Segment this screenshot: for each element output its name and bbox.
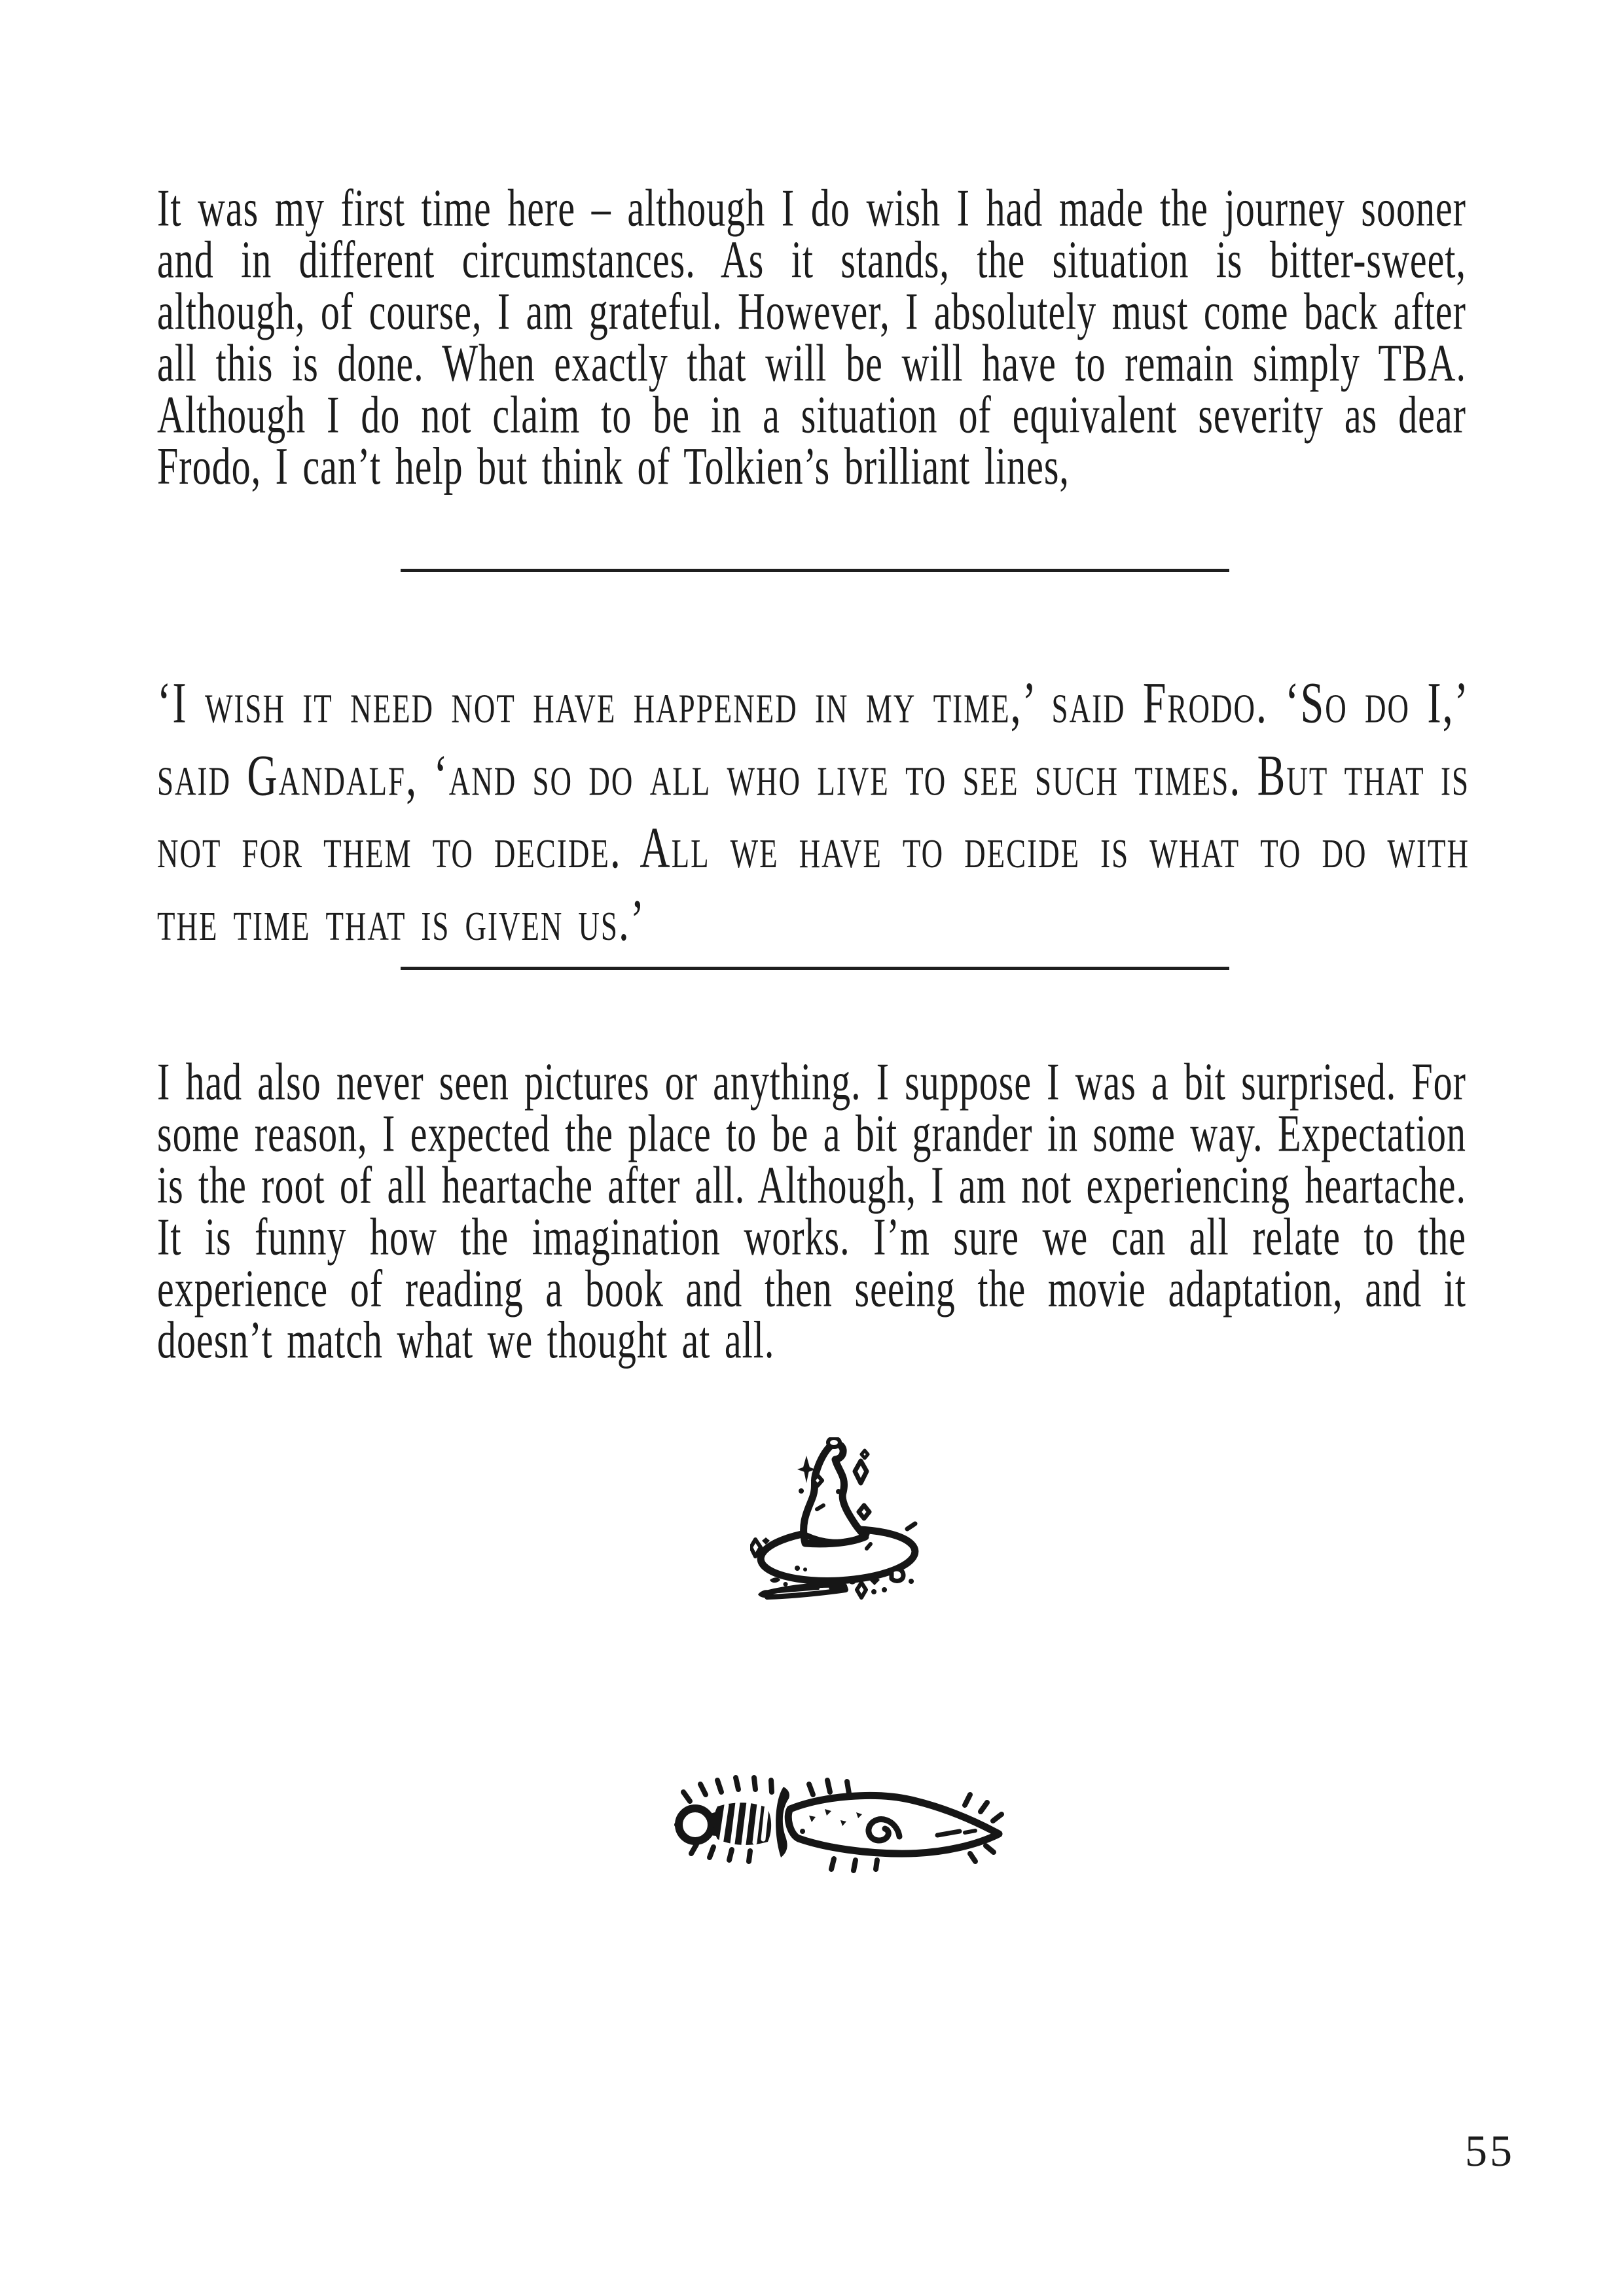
dagger-icon xyxy=(674,1772,1009,1876)
divider-bottom xyxy=(401,967,1229,970)
wizard-hat-icon xyxy=(750,1437,920,1605)
body-paragraph-2: I had also never seen pictures or anything. I suppose I was a bit surprised. For some reason, I expected the place to be a bit grander in some way. Expectation is the root of all heartache after all. Although, I am not experiencing heartache. It is funny how the imagination works. I’m sure we can all relate to the experience of reading a book and then seeing the movie adaptation, and it doesn’t match what we thought at all. xyxy=(157,1052,1466,1370)
divider-top xyxy=(401,569,1229,572)
tolkien-quote: ‘I wish it need not have happened in my time,’ said Frodo. ‘So do I,’ said Gandalf, ‘and so do all who live to see such times. But that is not for them to decide. All we have to decide is what to do with the time that is given us.’ xyxy=(157,670,1470,953)
body-paragraph-1: It was my first time here – although I do wish I had made the journey sooner and in different circumstances. As it stands, the situation is bitter-sweet, although, of course, I am grateful. However, I absolutely must come back after all this is done. When exactly that will be will have to remain simply TBA. Although I do not claim to be in a situation of equivalent severity as dear Frodo, I can’t help but think of Tolkien’s brilliant lines, xyxy=(157,178,1466,496)
dagger-illustration xyxy=(674,1772,1009,1876)
wizard-hat-illustration xyxy=(750,1437,920,1605)
page-number: 55 xyxy=(1465,2126,1515,2176)
